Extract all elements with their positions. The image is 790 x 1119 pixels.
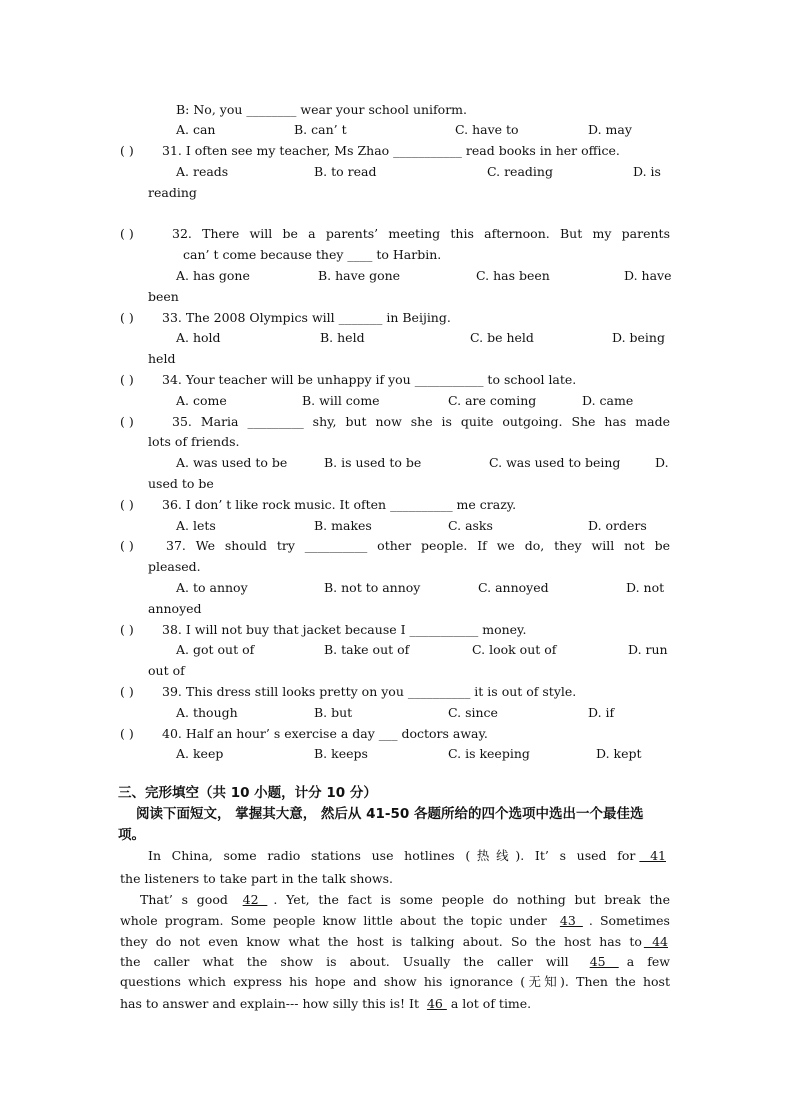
q30-option-a: A. can: [176, 122, 216, 137]
q33-option-d: D. being: [612, 330, 665, 345]
blank-44: 44: [643, 934, 668, 949]
passage-text: has to answer and explain--- how silly this is! It: [120, 996, 419, 1011]
q36-option-a: A. lets: [176, 518, 216, 533]
blank-42: 42: [242, 892, 268, 907]
q35-stem: 35. Maria _________ shy, but now she is quite outgoing. She has made: [172, 414, 670, 429]
q36-option-c: C. asks: [448, 518, 493, 533]
passage-line-1: [148, 848, 670, 864]
q32-answer-paren: ( ): [120, 226, 134, 241]
q36-option-b: B. makes: [314, 518, 372, 533]
q37-stem: 37. We should try __________ other people. If we do, they will not be: [166, 538, 670, 553]
passage-text: In China, some radio stations use hotlines (热线). It’ s used for: [148, 848, 636, 863]
section-instruction: 阅读下面短文， 掌握其大意， 然后从 41-50 各题所给的四个选项中选出一个最佳选: [136, 806, 644, 822]
q33-answer-paren: ( ): [120, 310, 134, 325]
q32-stem-continued: can’ t come because they ____ to Harbin.: [183, 247, 442, 262]
q36-answer-paren: ( ): [120, 497, 134, 512]
blank-41: 41: [639, 848, 666, 863]
passage-line-6: [120, 954, 670, 970]
q39-option-a: A. though: [176, 705, 238, 720]
passage-text: the caller what the show is about. Usually the caller will: [120, 954, 569, 969]
q40-option-d: D. kept: [596, 746, 642, 761]
q37-option-a: A. to annoy: [176, 580, 248, 595]
passage-text: a lot of time.: [450, 996, 532, 1011]
passage-text: they do not even know what the host is talking about. So the host has to: [120, 934, 642, 949]
q35-answer-paren: ( ): [120, 414, 134, 429]
q35-option-b: B. is used to be: [324, 455, 422, 470]
q32-option-d: D. have: [624, 268, 672, 283]
q36-option-d: D. orders: [588, 518, 647, 533]
q40-option-a: A. keep: [176, 746, 224, 761]
passage-text: whole program. Some people know little about the topic under: [120, 913, 547, 928]
q30-option-c: C. have to: [455, 122, 519, 137]
q38-option-d: D. run: [628, 642, 668, 657]
q32-option-a: A. has gone: [176, 268, 250, 283]
blank-46: 46: [426, 996, 447, 1011]
q34-option-a: A. come: [176, 393, 227, 408]
q31-option-b: B. to read: [314, 164, 377, 179]
q39-option-b: B. but: [314, 705, 353, 720]
q38-stem: 38. I will not buy that jacket because I ___________ money.: [162, 622, 527, 637]
q38-option-a: A. got out of: [176, 642, 255, 657]
q36-stem: 36. I don’ t like rock music. It often __________ me crazy.: [162, 497, 517, 512]
q39-option-d: D. if: [588, 705, 615, 720]
passage-line-8: [120, 996, 670, 1012]
q31-option-c: C. reading: [487, 164, 553, 179]
q35-stem-continued: lots of friends.: [148, 434, 240, 449]
passage-line-2: the listeners to take part in the talk shows.: [120, 871, 394, 886]
q40-answer-paren: ( ): [120, 726, 134, 741]
q33-option-a: A. hold: [176, 330, 221, 345]
q38-option-b: B. take out of: [324, 642, 410, 657]
q33-option-wrap: held: [148, 351, 176, 366]
q30-option-b: B. can’ t: [294, 122, 347, 137]
q37-option-b: B. not to annoy: [324, 580, 421, 595]
q37-option-d: D. not: [626, 580, 665, 595]
q34-option-c: C. are coming: [448, 393, 537, 408]
q33-stem: 33. The 2008 Olympics will _______ in Beijing.: [162, 310, 451, 325]
q32-option-c: C. has been: [476, 268, 550, 283]
q34-option-b: B. will come: [302, 393, 380, 408]
q35-option-c: C. was used to being: [489, 455, 621, 470]
q30-dialogue-line: B: No, you ________ wear your school uniform.: [176, 102, 467, 117]
q32-stem: 32. There will be a parents’ meeting this afternoon. But my parents: [172, 226, 670, 241]
q33-option-b: B. held: [320, 330, 365, 345]
q37-answer-paren: ( ): [120, 538, 134, 553]
passage-text: a few: [626, 954, 670, 969]
q31-option-d: D. is: [633, 164, 661, 179]
q31-option-a: A. reads: [176, 164, 229, 179]
q40-option-c: C. is keeping: [448, 746, 530, 761]
q34-stem: 34. Your teacher will be unhappy if you ___________ to school late.: [162, 372, 577, 387]
q34-option-d: D. came: [582, 393, 634, 408]
q38-option-wrap: out of: [148, 663, 185, 678]
q40-stem: 40. Half an hour’ s exercise a day ___ doctors away.: [162, 726, 488, 741]
section-instruction-continued: 项。: [118, 827, 145, 843]
q30-option-d: D. may: [588, 122, 632, 137]
passage-line-3: [140, 892, 670, 908]
blank-45: 45: [589, 954, 619, 969]
section-heading: 三、完形填空（共 10 小题，计分 10 分）: [118, 785, 377, 801]
q37-option-c: C. annoyed: [478, 580, 549, 595]
blank-43: 43: [559, 913, 583, 928]
q39-answer-paren: ( ): [120, 684, 134, 699]
passage-line-7: questions which express his hope and show his ignorance (无知). Then the host: [120, 974, 670, 989]
q35-option-wrap: used to be: [148, 476, 214, 491]
q38-answer-paren: ( ): [120, 622, 134, 637]
q40-option-b: B. keeps: [314, 746, 368, 761]
q34-answer-paren: ( ): [120, 372, 134, 387]
q33-option-c: C. be held: [470, 330, 534, 345]
q31-answer-paren: ( ): [120, 143, 134, 158]
q39-stem: 39. This dress still looks pretty on you __________ it is out of style.: [162, 684, 577, 699]
q32-option-b: B. have gone: [318, 268, 401, 283]
passage-line-4: [120, 913, 670, 929]
passage-text: . Yet, the fact is some people do nothing but break the: [273, 892, 670, 907]
q38-option-c: C. look out of: [472, 642, 557, 657]
q37-option-wrap: annoyed: [148, 601, 202, 616]
q35-option-a: A. was used to be: [176, 455, 288, 470]
q35-option-d: D.: [655, 455, 669, 470]
q31-stem: 31. I often see my teacher, Ms Zhao ___________ read books in her office.: [162, 143, 620, 158]
q39-option-c: C. since: [448, 705, 498, 720]
q37-stem-continued: pleased.: [148, 559, 201, 574]
q32-option-wrap: been: [148, 289, 179, 304]
q31-option-wrap: reading: [148, 185, 197, 200]
passage-line-5: [120, 934, 670, 950]
passage-text: . Sometimes: [588, 913, 670, 928]
passage-text: That’ s good: [140, 892, 228, 907]
